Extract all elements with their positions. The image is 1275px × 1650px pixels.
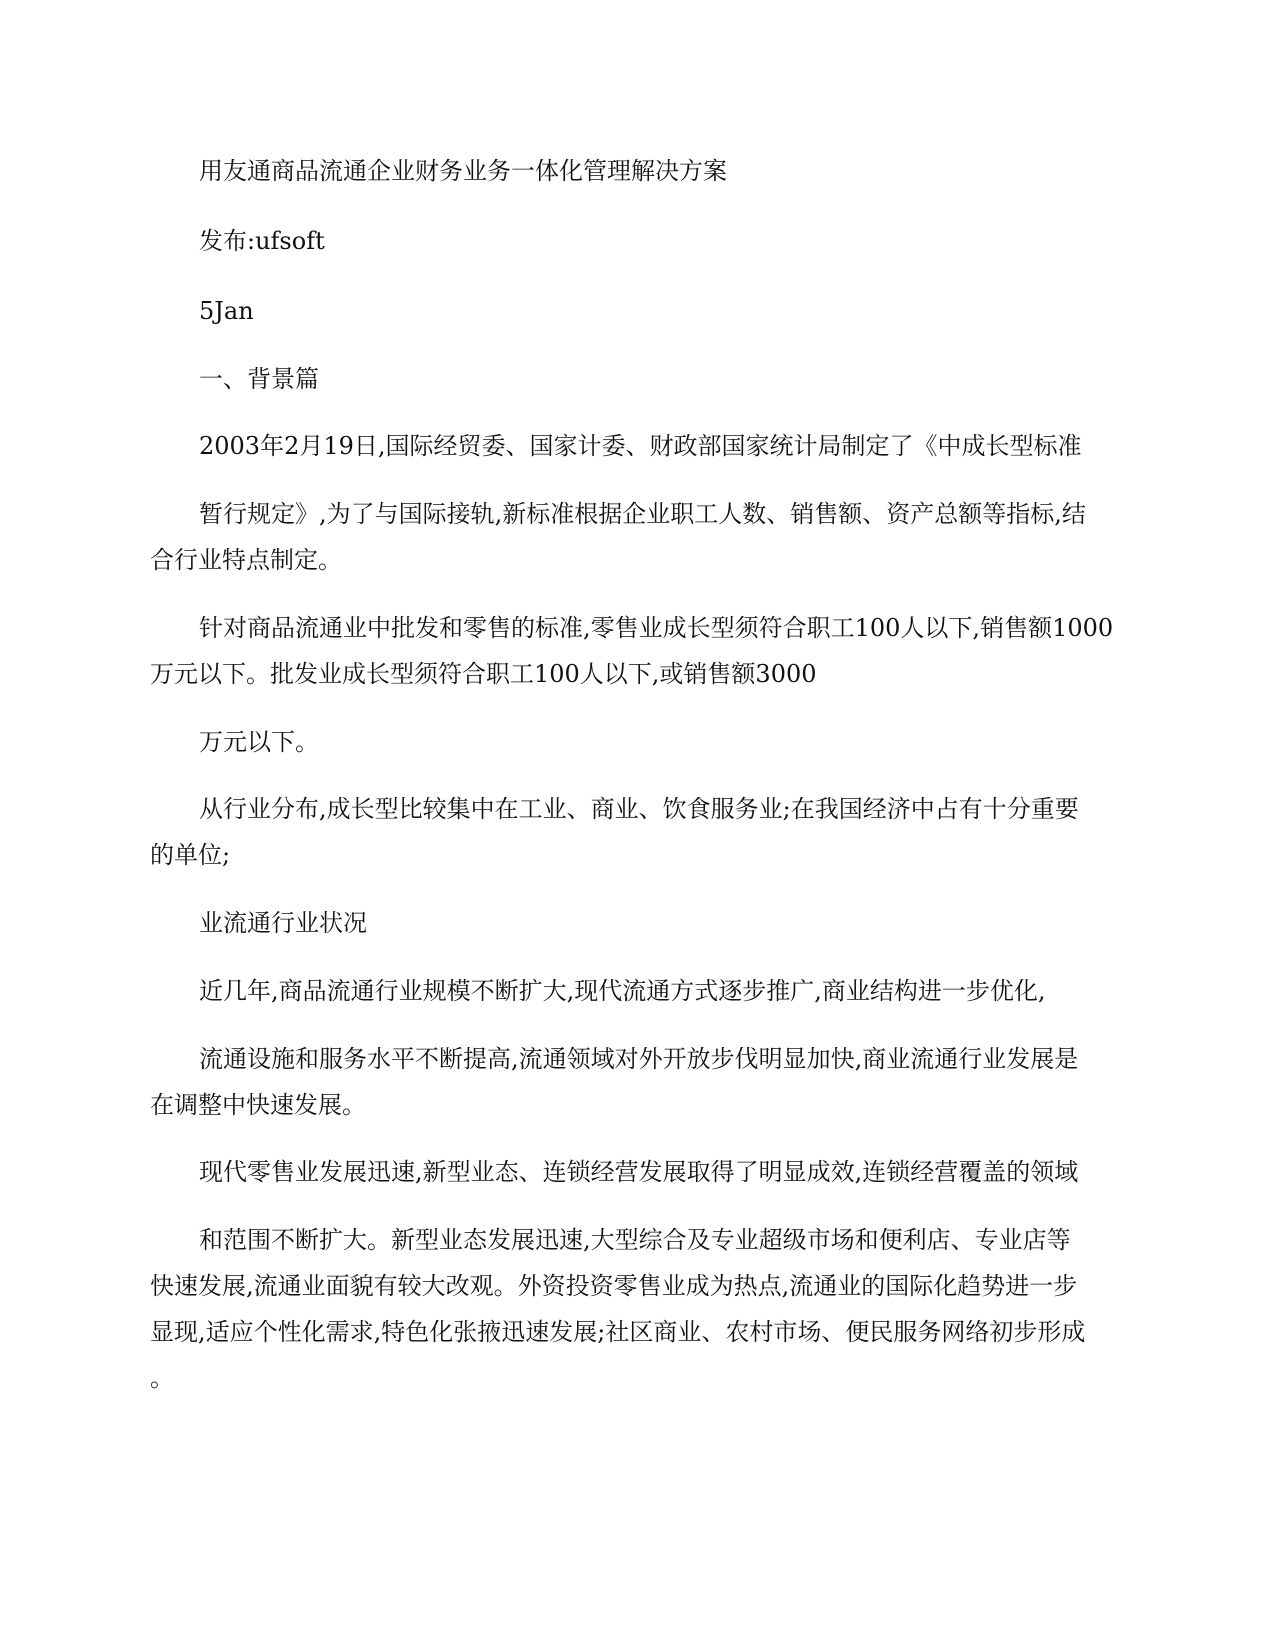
paragraph-2-line-2: 合行业特点制定。: [150, 546, 342, 574]
document-title: 用友通商品流通企业财务业务一体化管理解决方案: [199, 157, 727, 185]
date-line: 5Jan: [199, 297, 254, 325]
paragraph-7-line-1: 近几年,商品流通行业规模不断扩大,现代流通方式逐步推广,商业结构进一步优化,: [199, 977, 1046, 1005]
paragraph-8-line-1: 流通设施和服务水平不断提高,流通领域对外开放步伐明显加快,商业流通行业发展是: [199, 1045, 1079, 1073]
paragraph-8-line-2: 在调整中快速发展。: [150, 1091, 366, 1119]
paragraph-10-line-4: 。: [150, 1364, 174, 1392]
paragraph-3-line-2: 万元以下。批发业成长型须符合职工100人以下,或销售额3000: [150, 660, 817, 688]
paragraph-4-line-1: 万元以下。: [199, 728, 319, 756]
paragraph-10-line-3: 显现,适应个性化需求,特色化张掖迅速发展;社区商业、农村市场、便民服务网络初步形成: [150, 1318, 1086, 1346]
paragraph-10-line-1: 和范围不断扩大。新型业态发展迅速,大型综合及专业超级市场和便利店、专业店等: [199, 1226, 1071, 1254]
paragraph-1-line-1: 2003年2月19日,国际经贸委、国家计委、财政部国家统计局制定了《中成长型标准: [199, 432, 1082, 460]
paragraph-6-line-1: 业流通行业状况: [199, 909, 367, 937]
paragraph-9-line-1: 现代零售业发展迅速,新型业态、连锁经营发展取得了明显成效,连锁经营覆盖的领域: [199, 1158, 1079, 1186]
paragraph-3-line-1: 针对商品流通业中批发和零售的标准,零售业成长型须符合职工100人以下,销售额1000: [199, 614, 1114, 642]
paragraph-10-line-2: 快速发展,流通业面貌有较大改观。外资投资零售业成为热点,流通业的国际化趋势进一步: [150, 1272, 1078, 1300]
paragraph-5-line-1: 从行业分布,成长型比较集中在工业、商业、饮食服务业;在我国经济中占有十分重要: [199, 795, 1079, 823]
publisher-line: 发布:ufsoft: [199, 227, 325, 255]
paragraph-5-line-2: 的单位;: [150, 841, 231, 869]
paragraph-2-line-1: 暂行规定》,为了与国际接轨,新标准根据企业职工人数、销售额、资产总额等指标,结: [199, 500, 1086, 528]
section-heading: 一、背景篇: [199, 365, 319, 393]
